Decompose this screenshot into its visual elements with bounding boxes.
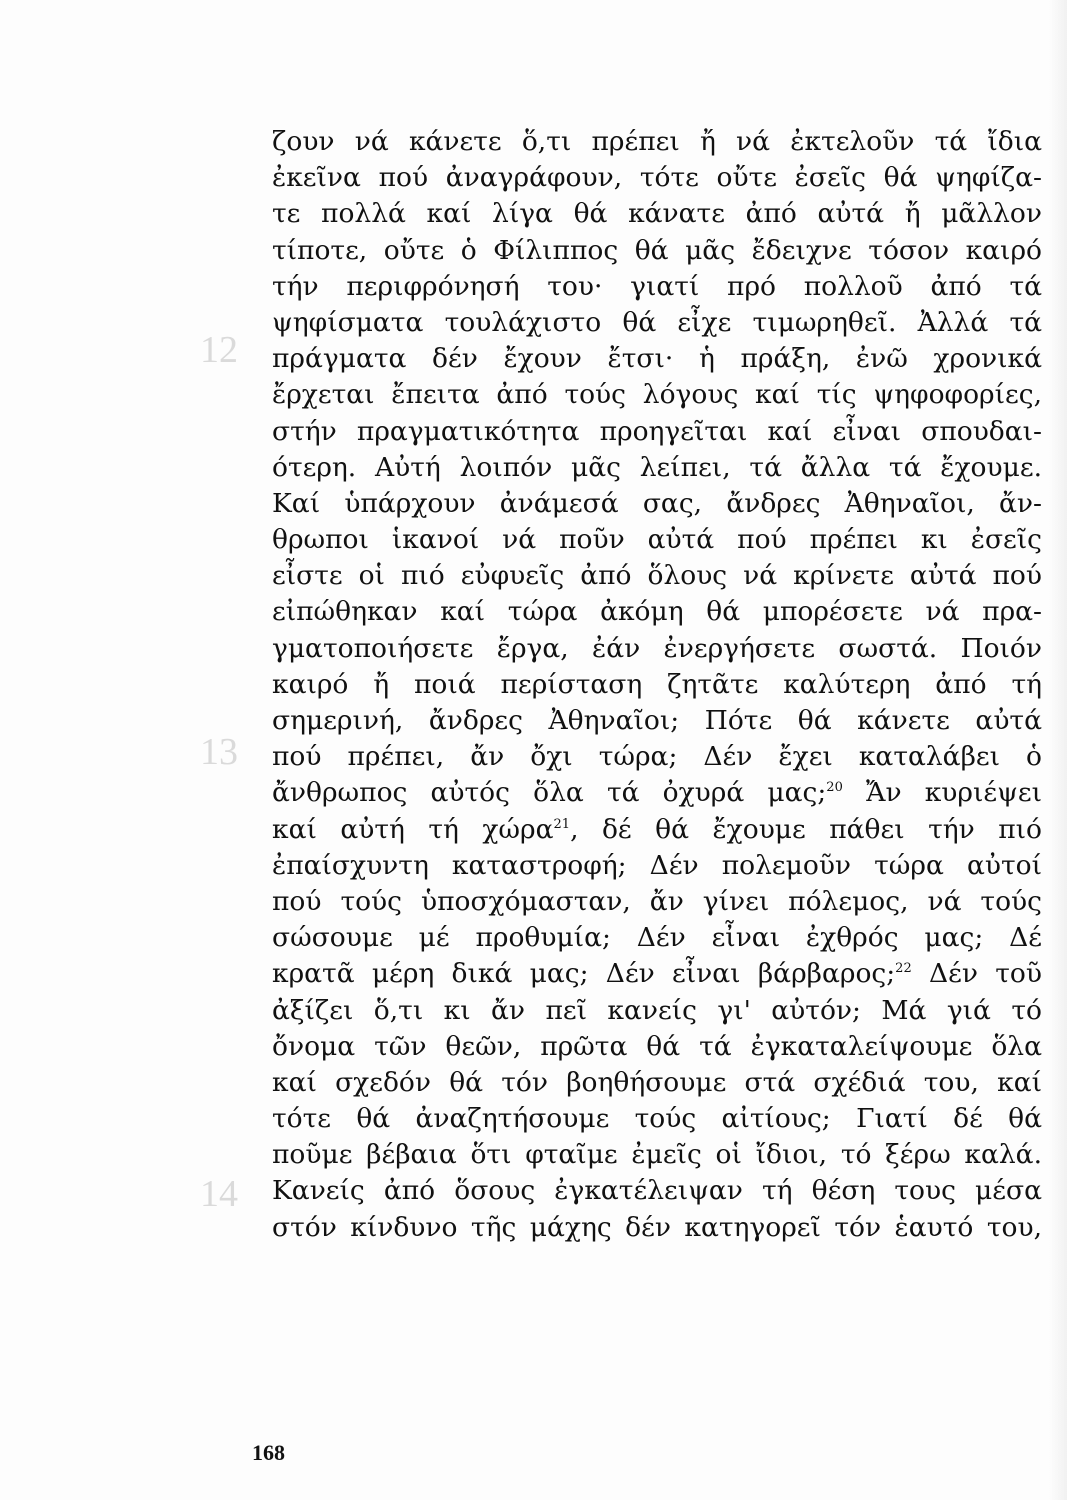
text-line: πού πρέπει, ἄν ὄχι τώρα; Δέν ἔχει καταλάβει ὁ xyxy=(272,741,1042,773)
text-line: στόν κίνδυνο τῆς μάχης δέν κατηγορεῖ τόν ἑαυτό του, xyxy=(272,1211,1042,1243)
text-line: θρωποι ἱκανοί νά ποῦν αὐτά πού πρέπει κι ἐσεῖς xyxy=(272,524,1042,556)
text-line: ποῦμε βέβαια ὅτι φταῖμε ἐμεῖς οἱ ἴδιοι, τό ξέρω καλά. xyxy=(272,1139,1042,1171)
page-number: 168 xyxy=(252,1440,285,1465)
footnote-marker: 21 xyxy=(553,816,571,832)
text-line: τήν περιφρόνησή του· γιατί πρό πολλοῦ ἀπό τά xyxy=(272,270,1042,302)
text-line: πράγματα δέν ἔχουν ἔτσι· ἡ πράξη, ἐνῶ χρονικά xyxy=(272,343,1042,375)
text-line: πού τούς ὑποσχόμασταν, ἄν γίνει πόλεμος, νά τούς xyxy=(272,885,1042,917)
text-line: ἐκεῖνα πού ἀναγράφουν, τότε οὔτε ἐσεῖς θά ψηφίζα- xyxy=(272,162,1042,194)
text-line-with-footnote xyxy=(272,812,1042,848)
text-segment: ἄνθρωπος αὐτός ὅλα τά ὀχυρά μας; xyxy=(272,777,827,809)
text-line: καί σχεδόν θά τόν βοηθήσουμε στά σχέδιά του, καί xyxy=(272,1066,1042,1098)
text-line: τότε θά ἀναζητήσουμε τούς αἰτίους; Γιατί δέ θά xyxy=(272,1103,1042,1135)
text-segment: Ἄν κυριέψει xyxy=(842,777,1042,809)
text-line: εἰπώθηκαν καί τώρα ἀκόμη θά μπορέσετε νά πρα- xyxy=(272,596,1042,628)
text-line-with-footnote xyxy=(272,956,1042,992)
text-line: στήν πραγματικότητα προηγεῖται καί εἶναι σπουδαι- xyxy=(272,415,1042,447)
page-edge-shadow xyxy=(1049,0,1067,1500)
text-line: γματοποιήσετε ἔργα, ἐάν ἐνεργήσετε σωστά. Ποιόν xyxy=(272,632,1042,664)
text-line-with-footnote xyxy=(272,775,1042,811)
text-line: εἶστε οἱ πιό εὐφυεῖς ἀπό ὅλους νά κρίνετε αὐτά πού xyxy=(272,560,1042,592)
text-line: ἐπαίσχυντη καταστροφή; Δέν πολεμοῦν τώρα αὐτοί xyxy=(272,849,1042,881)
text-line: καιρό ἤ ποιά περίσταση ζητᾶτε καλύτερη ἀπό τή xyxy=(272,668,1042,700)
text-line: ότερη. Αὐτή λοιπόν μᾶς λείπει, τά ἄλλα τά ἔχουμε. xyxy=(272,451,1042,483)
text-segment: καί αὐτή τή χώρα xyxy=(272,813,554,845)
text-line: σημερινή, ἄνδρες Ἀθηναῖοι; Πότε θά κάνετε αὐτά xyxy=(272,705,1042,736)
text-line: ἔρχεται ἔπειτα ἀπό τούς λόγους καί τίς ψηφοφορίες, xyxy=(272,379,1042,411)
text-segment: , δέ θά ἔχουμε πάθει τήν πιό xyxy=(570,813,1042,845)
footnote-marker: 20 xyxy=(826,780,843,796)
text-line: ζουν νά κάνετε ὅ,τι πρέπει ἤ νά ἐκτελοῦν τά ἴδια xyxy=(272,126,1042,157)
text-segment: κρατᾶ μέρη δικά μας; Δέν εἶναι βάρβαρος; xyxy=(272,958,896,990)
text-line: ἀξίζει ὅ,τι κι ἄν πεῖ κανείς γι' αὐτόν; Μά γιά τό xyxy=(272,994,1042,1026)
text-segment: Δέν τοῦ xyxy=(911,958,1042,990)
show-through-section-number: 12 xyxy=(200,329,238,371)
show-through-section-number: 13 xyxy=(200,731,238,773)
text-line: τίποτε, οὔτε ὁ Φίλιππος θά μᾶς ἔδειχνε τόσον καιρό xyxy=(272,234,1042,266)
body-text xyxy=(272,124,1042,1246)
text-line: τε πολλά καί λίγα θά κάνατε ἀπό αὐτά ἤ μᾶλλον xyxy=(272,198,1042,230)
text-line: ψηφίσματα τουλάχιστο θά εἶχε τιμωρηθεῖ. Ἀλλά τά xyxy=(272,306,1042,338)
text-line: Καί ὑπάρχουν ἀνάμεσά σας, ἄνδρες Ἀθηναῖοι, ἄν- xyxy=(272,487,1042,519)
text-line: Κανείς ἀπό ὅσους ἐγκατέλειψαν τή θέση τους μέσα xyxy=(272,1175,1042,1207)
text-line: σώσουμε μέ προθυμία; Δέν εἶναι ἐχθρός μας; Δέ xyxy=(272,922,1042,954)
show-through-section-number: 14 xyxy=(200,1173,238,1215)
text-line: ὄνομα τῶν θεῶν, πρῶτα θά τά ἐγκαταλείψουμε ὅλα xyxy=(272,1030,1042,1062)
footnote-marker: 22 xyxy=(895,961,912,977)
